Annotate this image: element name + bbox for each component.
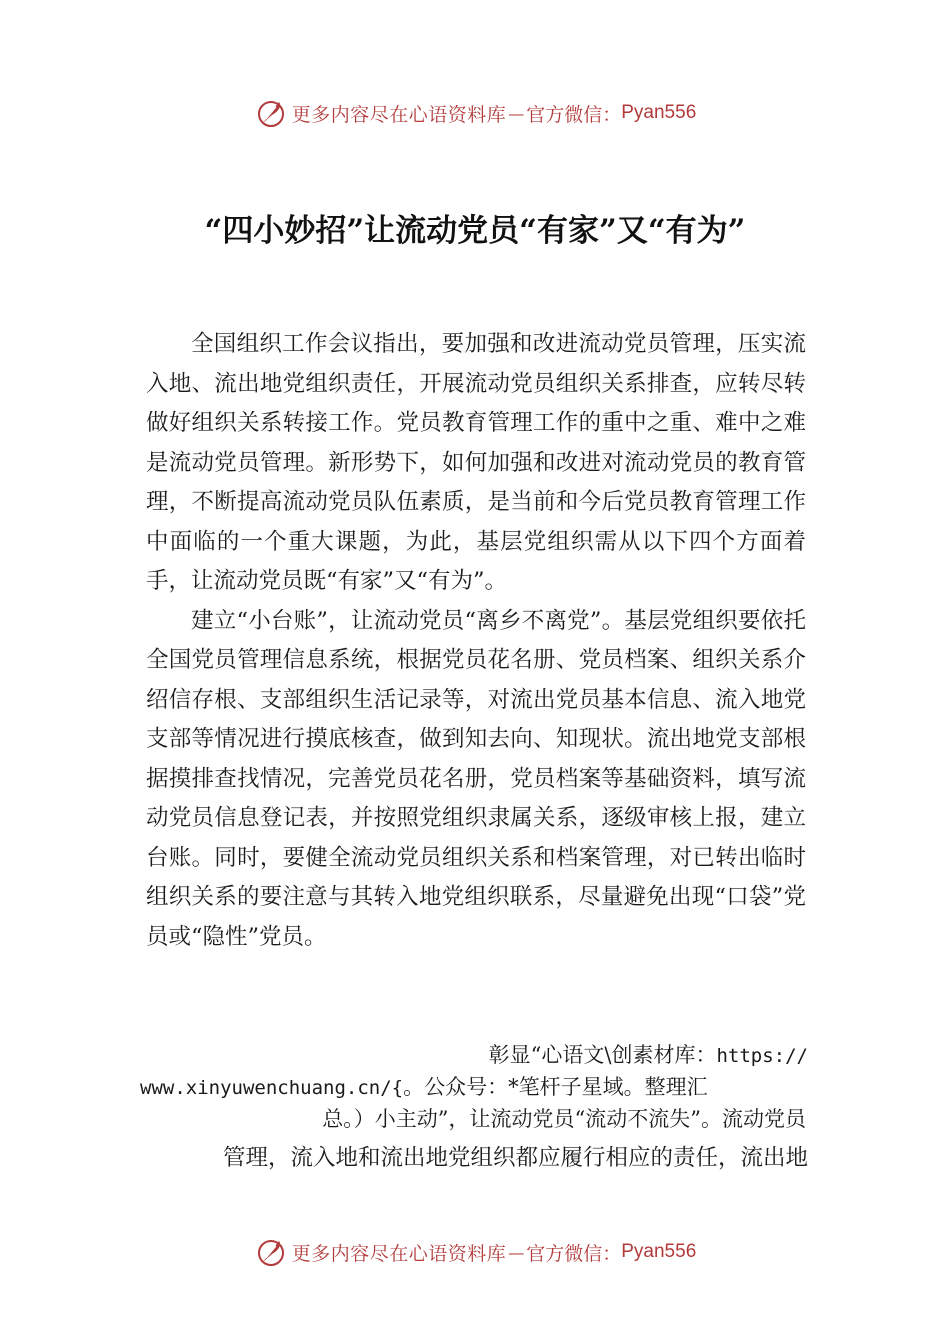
notice-line-4: 管理，流入地和流出地党组织都应履行相应的责任，流出地 [222, 1145, 808, 1171]
banner-wechat-id: Pyan556 [621, 1241, 697, 1262]
notice-line-1-prefix: 彰显“心语文\创素材库： [488, 1043, 717, 1067]
banner-text: 更多内容尽在心语资料库 [291, 1242, 507, 1265]
banner-dash: — [508, 103, 525, 123]
notice-line-3: 总。）小主动”，让流动党员“流动不流失”。流动党员 [322, 1107, 806, 1131]
header-banner [0, 93, 950, 133]
banner-text: 更多内容尽在心语资料库 [291, 103, 507, 126]
notice-url-part-1: https:// [716, 1045, 808, 1067]
feather-logo-icon [254, 96, 288, 130]
notice-line-2-rest: 。公众号：*笔杆子星域。整理汇 [403, 1075, 708, 1099]
notice-url-part-2: www.xinyuwenchuang.cn/{ [140, 1077, 404, 1099]
notice-line-1 [140, 1040, 808, 1072]
banner-wechat-label: 官方微信： [526, 103, 622, 126]
notice-line-2 [140, 1072, 808, 1104]
banner-dash: — [508, 1242, 525, 1262]
banner-wechat-label: 官方微信： [526, 1242, 622, 1265]
footer-banner [0, 1232, 950, 1272]
feather-logo-icon [254, 1235, 288, 1269]
document-title: “四小妙招”让流动党员“有家”又“有为” [204, 213, 746, 249]
document-body [146, 325, 806, 957]
banner-wechat-id: Pyan556 [621, 102, 697, 123]
source-notice [140, 1040, 808, 1179]
paragraph-1: 全国组织工作会议指出，要加强和改进流动党员管理，压实流入地、流出地党组织责任，开展流动党员组织关系排查，应转尽转做好组织关系转接工作。党员教育管理工作的重中之重、难中之难是流动党员管理。新形势下，如何加强和改进对流动党员的教育管理，不断提高流动党员队伍素质，是当前和今后党员教育管理工作中面临的一个重大课题，为此，基层党组织需从以下四个方面着手，让流动党员既“有家”又“有为”。 [146, 331, 806, 594]
paragraph-2: 建立“小台账”，让流动党员“离乡不离党”。基层党组织要依托全国党员管理信息系统，根据党员花名册、党员档案、组织关系介绍信存根、支部组织生活记录等，对流出党员基本信息、流入地党支部等情况进行摸底核查，做到知去向、知现状。流出地党支部根据摸排查找情况，完善党员花名册，党员档案等基础资料，填写流动党员信息登记表，并按照党组织隶属关系，逐级审核上报，建立台账。同时，要健全流动党员组织关系和档案管理，对已转出临时组织关系的要注意与其转入地党组织联系，尽量避免出现“口袋”党员或“隐性”党员。 [146, 607, 806, 950]
